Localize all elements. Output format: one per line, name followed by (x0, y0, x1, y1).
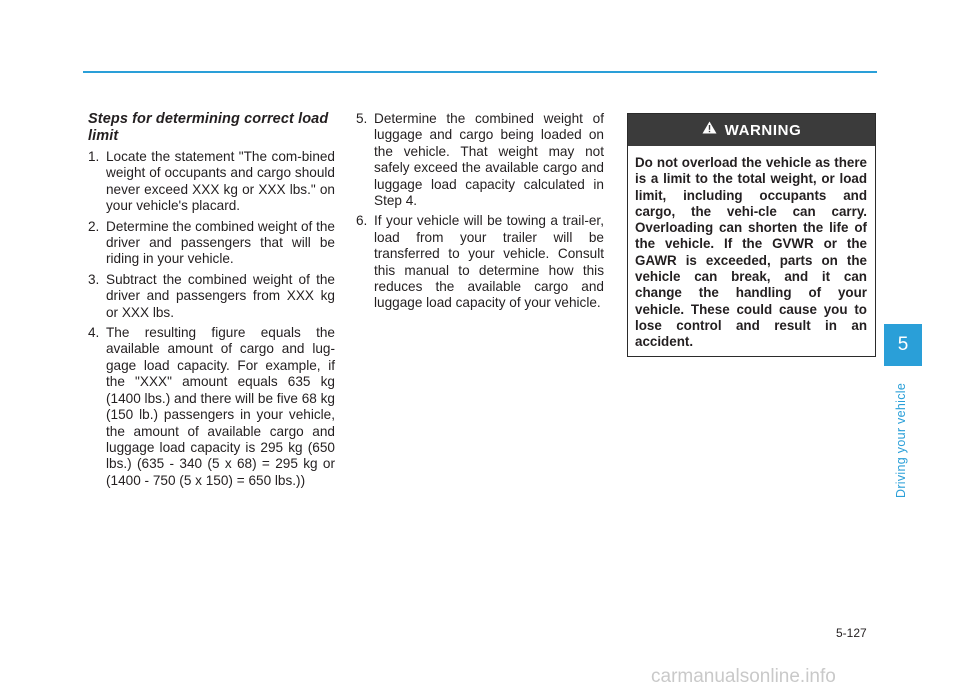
warning-text: Do not overload the vehicle as there is a limit to the total weight, or load limit, including occupants and cargo, the vehi-cle can carry. Overloading can shorten the life of the vehicle. If the GVWR or the GAWR is exceeded, parts on the vehicle can break, and it can change the handling of your vehicle. These could cause you to lose control and result in an accident. (635, 155, 867, 350)
list-item (356, 111, 604, 209)
step-number: 3. (88, 271, 100, 287)
middle-column (356, 111, 604, 316)
list-item (88, 272, 335, 321)
chapter-number: 5 (897, 334, 909, 355)
warning-header (628, 114, 875, 146)
header-rule (83, 71, 877, 73)
step-number: 1. (88, 149, 100, 164)
step-number: 5. (356, 111, 368, 126)
watermark: carmanualsonline.info (651, 666, 836, 687)
step-text: If your vehicle will be towing a trail-er, load from your trailer will be transferred to your vehicle. Consult this manual to determine how this reduces the available cargo and luggage load capacity of your vehicle. (374, 213, 604, 311)
warning-triangle-icon (702, 121, 717, 139)
list-item (356, 213, 604, 311)
list-item (88, 219, 335, 268)
step-number: 4. (88, 325, 100, 341)
list-item (88, 325, 335, 489)
left-column (88, 111, 335, 493)
steps-list-left (88, 149, 335, 489)
step-number: 2. (88, 218, 100, 234)
step-text: Determine the combined weight of the driver and passengers that will be riding in your vehicle. (106, 218, 335, 267)
steps-list-right (356, 111, 604, 312)
step-text: Determine the combined weight of luggage and cargo being loaded on the vehicle. That weight may not safely exceed the available cargo and luggage load capacity calculated in Step 4. (374, 111, 604, 209)
list-item (88, 149, 335, 215)
warning-title: WARNING (724, 121, 802, 139)
section-heading: Steps for determining correct load limit (88, 111, 329, 144)
chapter-title: Driving your vehicle (894, 382, 908, 498)
warning-box (627, 113, 876, 357)
step-text: Subtract the combined weight of the driver and passengers from XXX kg or XXX lbs. (106, 271, 335, 320)
step-number: 6. (356, 213, 368, 229)
step-text: Locate the statement "The com-bined weight of occupants and cargo should never exceed XXX kg or XXX lbs." on your vehicle's placard. (106, 149, 335, 214)
page-number: 5-127 (836, 626, 867, 640)
step-text: The resulting figure equals the available amount of cargo and lug-gage load capacity. For example, if the "XXX" amount equals 635 kg (1400 lbs.) and there will be five 68 kg (150 lb.) passengers in your vehicle, the amount of available cargo and luggage load capacity is 295 kg (650 lbs.) (635 - 340 (5 x 68) = 295 kg or (1400 - 750 (5 x 150) = 650 lbs.)) (106, 325, 335, 488)
chapter-tab (884, 324, 922, 366)
